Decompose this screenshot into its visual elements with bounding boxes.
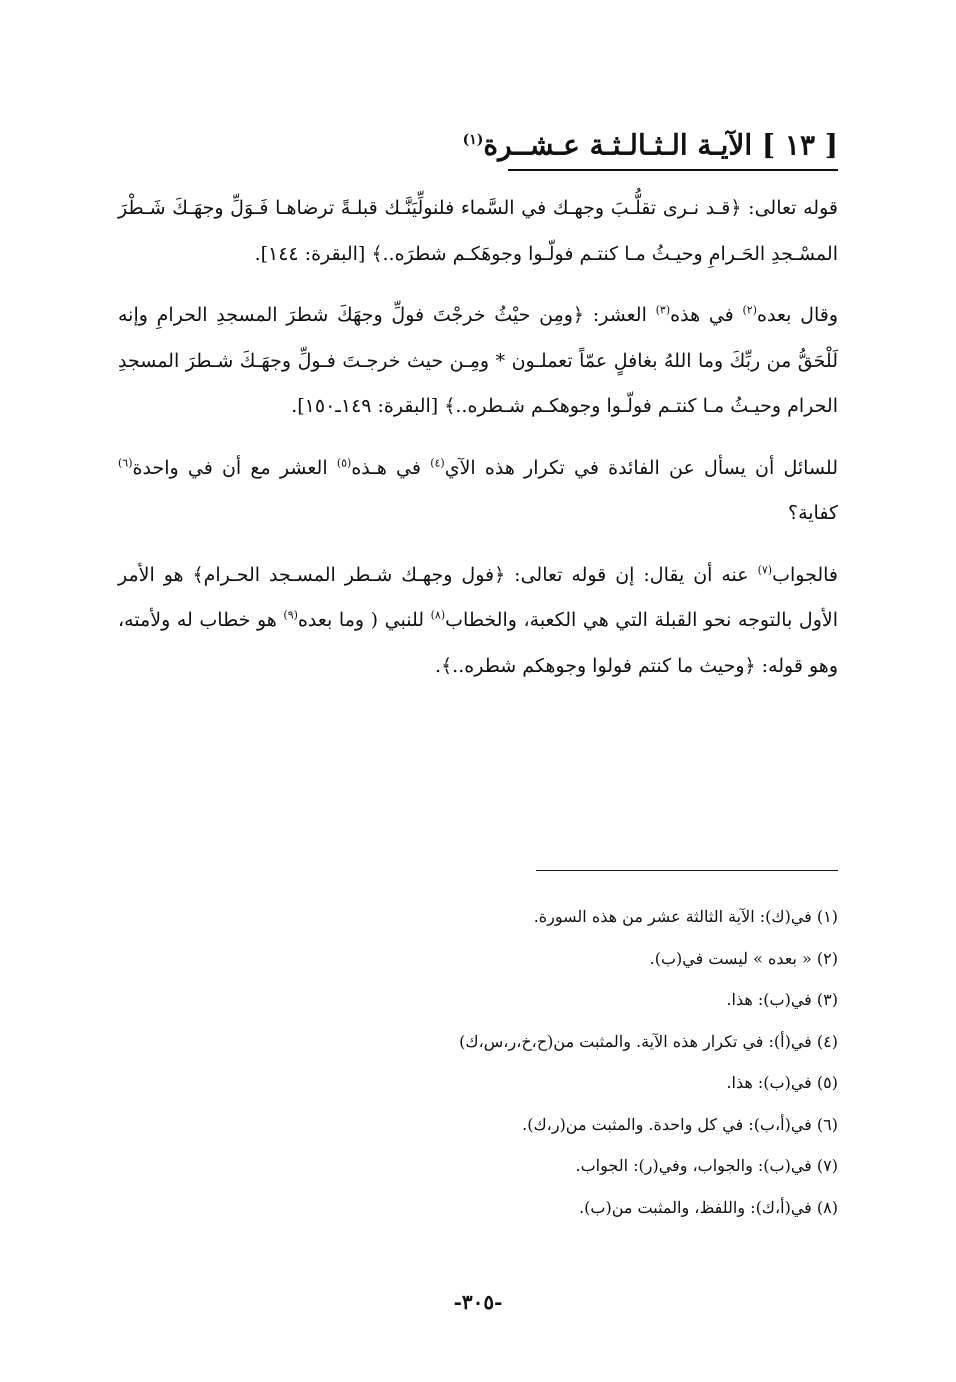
footnote-1: (١) في(ك): الآية الثالثة عشر من هذه السورة.	[533, 907, 838, 926]
heading-number: [ ١٣ ]	[761, 128, 838, 162]
footnote-2: (٢) « بعده » ليست في(ب).	[649, 948, 838, 968]
heading-underline	[508, 169, 838, 171]
footnote-ref: (٣)	[655, 303, 671, 317]
paragraph-2	[118, 293, 838, 430]
footnote-ref: (٤)	[430, 456, 445, 470]
footnote-ref: (٩)	[283, 608, 298, 622]
footnotes	[330, 896, 838, 1228]
footnote-ref: (٨)	[430, 608, 446, 622]
paragraph-1	[118, 186, 838, 277]
paragraph-text: للسائل أن يسأل عن الفائدة في تكرار هذه الآي	[444, 456, 838, 479]
paragraph-text: في هـذه	[351, 456, 431, 479]
section-heading	[462, 118, 838, 171]
footnote-7: (٧) في(ب): والجواب، وفي(ر): الجواب.	[575, 1156, 838, 1175]
footnote-4: (٤) في(أ): في تكرار هذه الآية. والمثبت من(ح،خ،ر،س،ك)	[459, 1031, 838, 1051]
footnote-ref: (٧)	[757, 563, 773, 577]
footnote-ref: (٢)	[742, 303, 758, 317]
paragraph-text: العشر: ﴿ومِن حيْثُ خرجْتَ فولِّ وجهَكَ شطرَ المسجدِ الحرامِ وإنه لَلْحَقُّ من ربِّكَ وما اللهُ بغافلٍ عمّاً تعملـون * ومِـن حيث خرجـتَ فـولِّ وجهَـكَ شـطرَ المسجدِ الحرام وحيـثُ مـا كنتـم فولّـوا وجوهكـم شـطره..﴾ [البقرة: ١٤٩ـ١٥٠].	[118, 304, 838, 417]
heading-footnote-ref: (١)	[462, 132, 484, 148]
footnote-6: (٦) في(أ،ب): في كل واحدة. والمثبت من(ر،ك).	[522, 1114, 838, 1134]
footnote-ref: (٦)	[118, 456, 133, 470]
heading-text	[462, 118, 838, 167]
paragraph-text: للنبي ( وما بعده	[297, 609, 431, 631]
main-text	[118, 186, 838, 705]
paragraph-text: في هذه	[670, 304, 743, 326]
paragraph-4	[118, 553, 838, 690]
paragraph-text: كفاية؟	[787, 502, 838, 524]
paragraph-text: عنه أن يقال: إن قوله تعالى: ﴿فول وجهـك شـطر المسـجد الحـرام﴾ هو الأمر الأول بالتوجه نحو القبلة التي هي الكعبة، والخطاب	[118, 563, 839, 631]
footnote-ref: (٥)	[336, 456, 352, 470]
paragraph-text: وقال بعده	[757, 304, 838, 326]
footnote-separator	[536, 870, 838, 871]
paragraph-text: هو خطاب له ولأمته، وهو قوله: ﴿وحيث ما كنتم فولوا وجوهكم شطره..﴾.	[118, 609, 838, 677]
heading-title: الآيـة الـثـالـثـة عـشــرة	[483, 128, 753, 162]
paragraph-text: قوله تعالى: ﴿قـد نـرى تقلُّـبَ وجهـك في السَّماء فلنولِّيَنَّـك قبلـةً ترضاهـا فَـوَلِّ وجهَـكَ شَـطْرَ المسْـجدِ الحَـرامِ وحيـثُ مـا كنتـم فولّـوا وجوهَكـم شطرَه..﴾ [البقرة: ١٤٤].	[118, 197, 838, 265]
paragraph-text: فالجواب	[772, 563, 838, 586]
paragraph-text: العشر مع أن في واحدة	[132, 456, 337, 479]
footnote-5: (٥) في(ب): هذا.	[726, 1073, 838, 1092]
page-number: -٣٠٥-	[453, 1290, 503, 1314]
footnote-8: (٨) في(أ،ك): واللفظ، والمثبت من(ب).	[579, 1197, 838, 1217]
paragraph-3	[118, 446, 838, 537]
footnote-3: (٣) في(ب): هذا.	[726, 990, 838, 1009]
